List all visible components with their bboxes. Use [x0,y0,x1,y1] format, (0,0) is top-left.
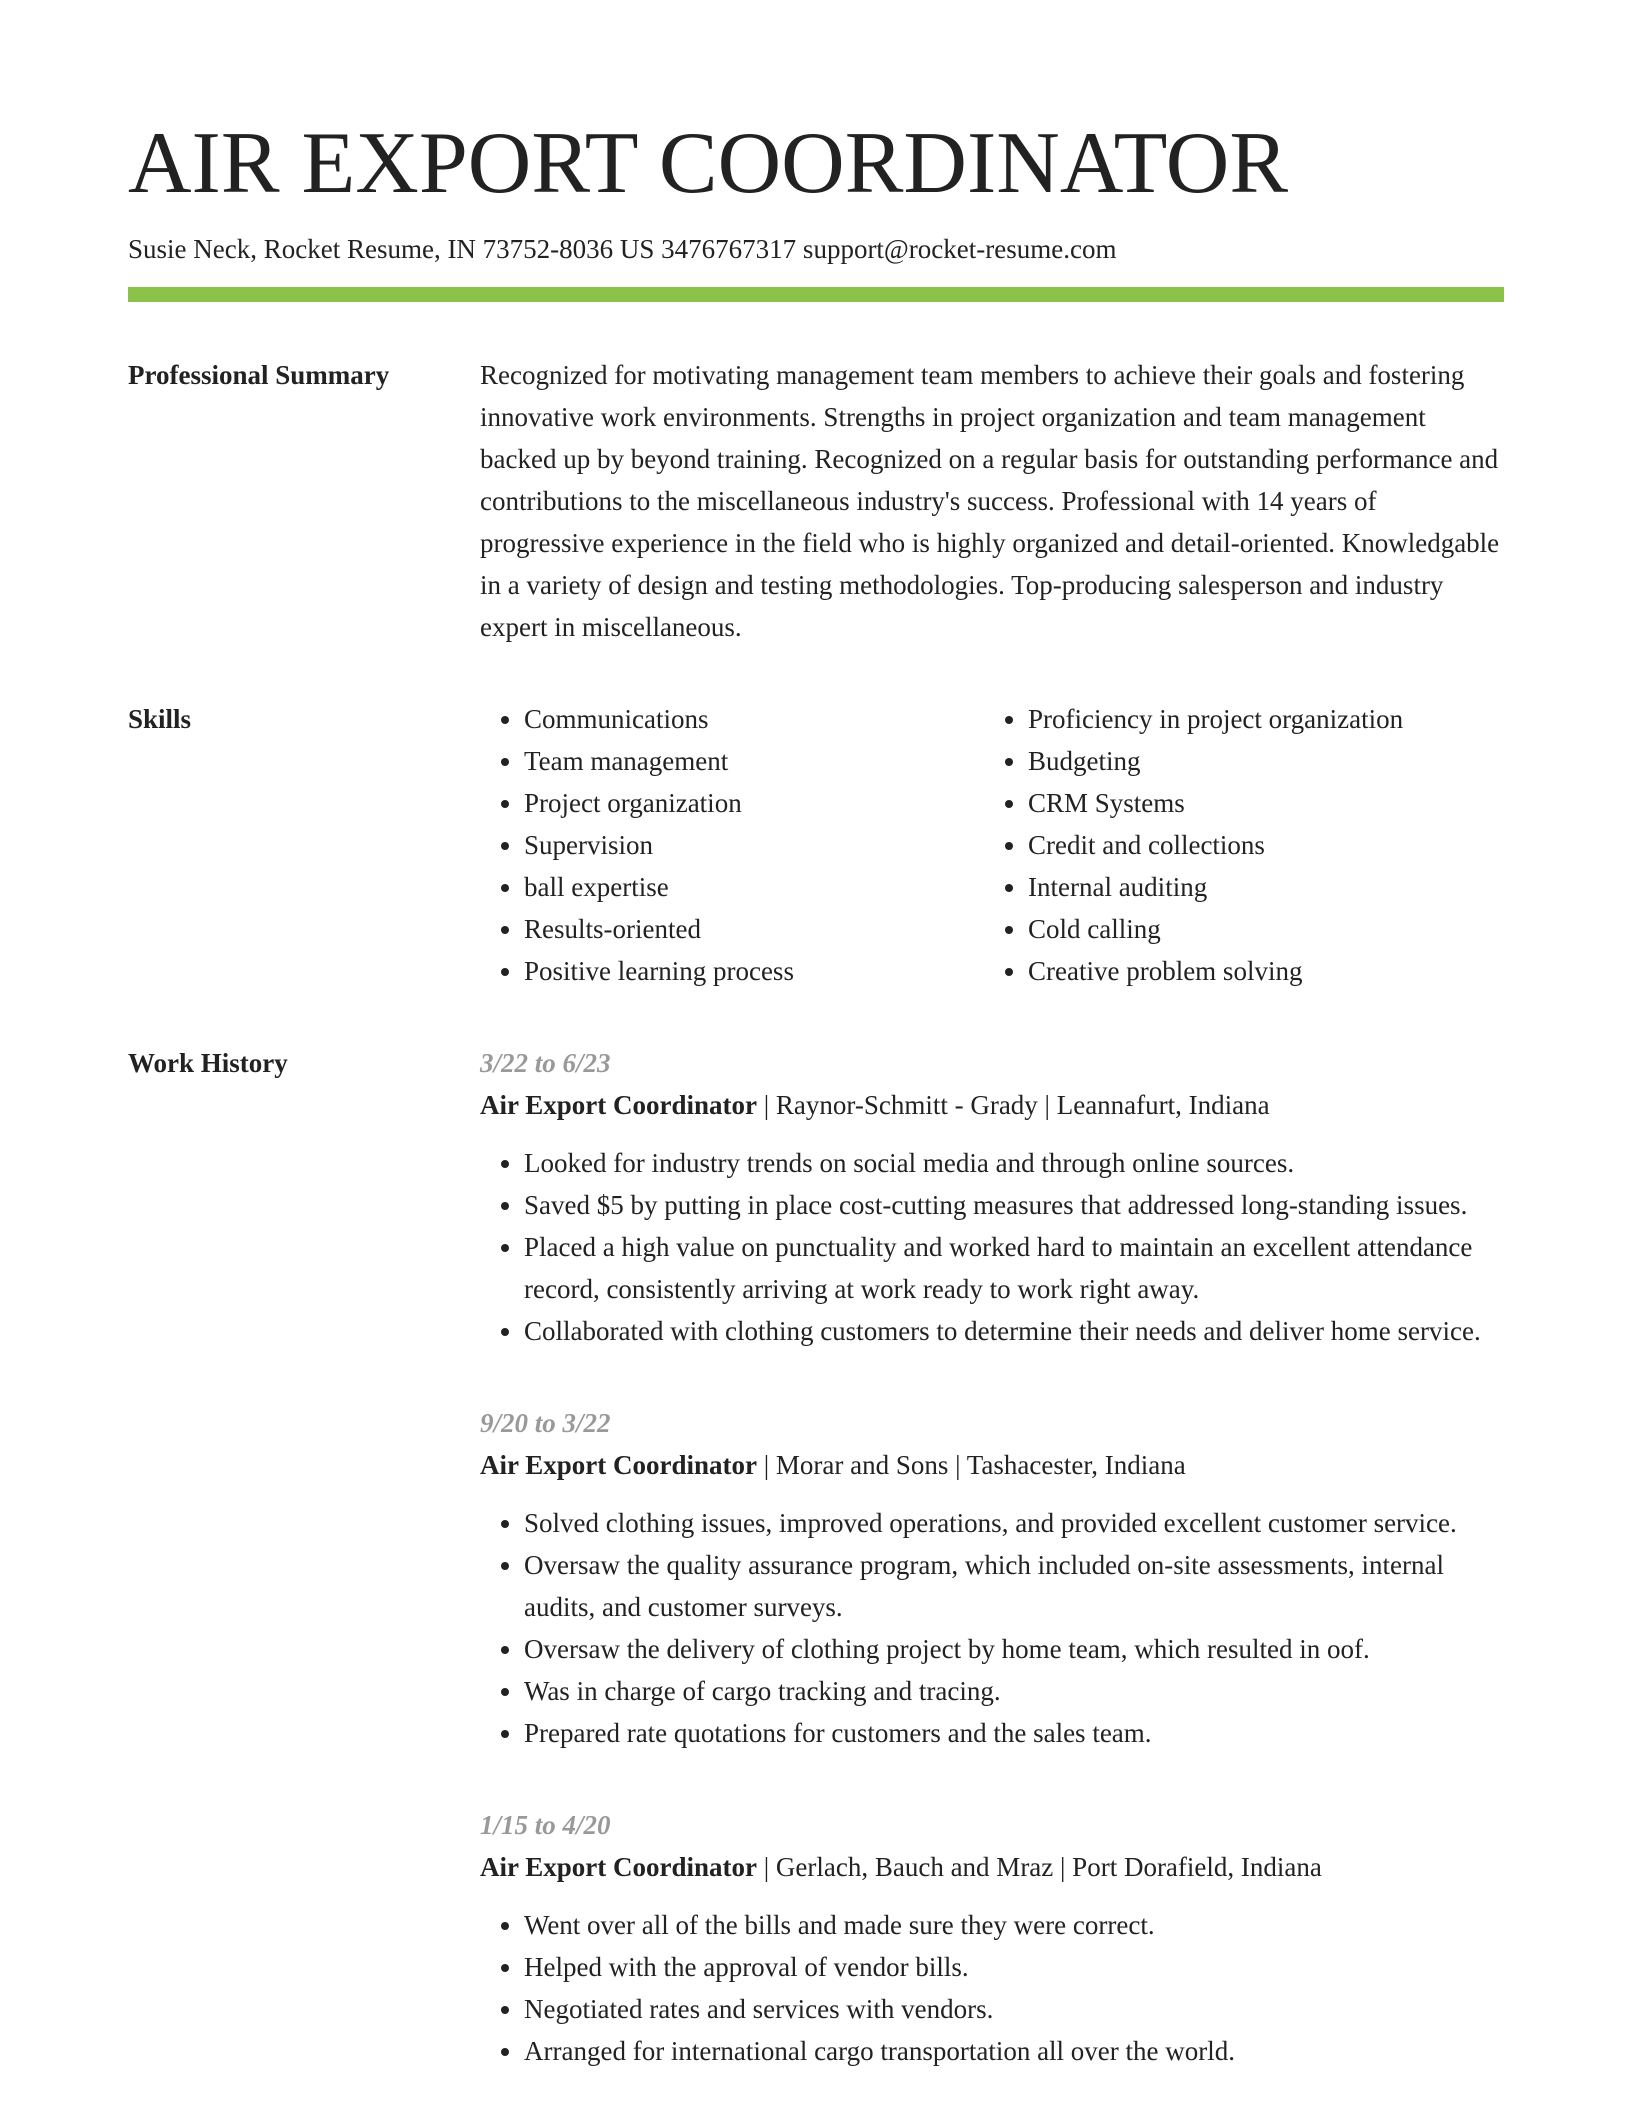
job-employer-location: | Gerlach, Bauch and Mraz | Port Dorafield, Indiana [757,1852,1322,1883]
skill-item: • Proficiency in project organization [1028,698,1403,740]
job-bullets [480,1142,1504,1352]
job-role: Air Export Coordinator [480,1090,757,1121]
job-bullet: • Oversaw the delivery of clothing project by home team, which resulted in oof. [524,1628,1504,1670]
job-bullet: • Oversaw the quality assurance program, which included on-site assessments, internal audits, and customer surveys. [524,1544,1504,1628]
skill-item: • Internal auditing [1028,866,1403,908]
skill-item: • Budgeting [1028,740,1403,782]
job-dates: 1/15 to 4/20 [480,1810,611,1841]
job-bullet: • Arranged for international cargo transportation all over the world. [524,2030,1504,2072]
job-bullet: • Negotiated rates and services with vendors. [524,1988,1504,2030]
job-bullets [480,1502,1504,1754]
skill-item: • CRM Systems [1028,782,1403,824]
job-bullet: • Looked for industry trends on social media and through online sources. [524,1142,1504,1184]
job-title-line [480,1846,1504,1888]
section-label-summary: Professional Summary [128,360,390,391]
job-entry [480,1042,1504,1352]
skill-item: • Communications [524,698,984,740]
summary-text: Recognized for motivating management team members to achieve their goals and fostering innovative work environments. Strengths in project organization and team management backed up by beyond training. Recognized on a regular basis for outstanding performance and contributions to the miscellaneous industry's success. Professional with 14 years of progressive experience in the field who is highly organized and detail-oriented. Knowledgable in a variety of design and testing methodologies. Top-producing salesperson and industry expert in miscellaneous. [480,360,1500,643]
job-bullet: • Went over all of the bills and made sure they were correct. [524,1904,1504,1946]
job-bullet: • Prepared rate quotations for customers and the sales team. [524,1712,1504,1754]
skill-item: • Credit and collections [1028,824,1403,866]
summary-section [128,354,1504,648]
job-bullets [480,1904,1504,2072]
skill-item: • Positive learning process [524,950,984,992]
skills-section [128,698,1504,992]
job-role: Air Export Coordinator [480,1852,757,1883]
skill-item: • Project organization [524,782,984,824]
skill-item: • Cold calling [1028,908,1403,950]
job-bullet: • Solved clothing issues, improved operations, and provided excellent customer service. [524,1502,1504,1544]
job-bullet: • Placed a high value on punctuality and worked hard to maintain an excellent attendance record, consistently arriving at work ready to work right away. [524,1226,1504,1310]
job-bullet: • Helped with the approval of vendor bills. [524,1946,1504,1988]
skills-list-left [480,698,984,992]
job-role: Air Export Coordinator [480,1450,757,1481]
job-dates: 9/20 to 3/22 [480,1408,611,1439]
skill-item: • Supervision [524,824,984,866]
accent-divider [128,287,1504,302]
job-employer-location: | Raynor-Schmitt - Grady | Leannafurt, Indiana [757,1090,1270,1121]
job-bullet: • Collaborated with clothing customers to determine their needs and deliver home service. [524,1310,1504,1352]
job-entry [480,1402,1504,1754]
section-label-skills: Skills [128,704,192,735]
contact-line: Susie Neck, Rocket Resume, IN 73752-8036 US 3476767317 support@rocket-resume.com [128,234,1117,265]
job-dates: 3/22 to 6/23 [480,1048,611,1079]
section-label-work-history: Work History [128,1048,288,1079]
job-entry [480,1804,1504,2072]
work-history-section [128,1042,1504,2112]
skill-item: • Team management [524,740,984,782]
skill-item: • Results-oriented [524,908,984,950]
job-title-line [480,1084,1504,1126]
job-bullet: • Saved $5 by putting in place cost-cutting measures that addressed long-standing issues. [524,1184,1504,1226]
skill-item: • ball expertise [524,866,984,908]
skills-list-right [984,698,1403,992]
job-bullet: • Was in charge of cargo tracking and tracing. [524,1670,1504,1712]
skill-item: • Creative problem solving [1028,950,1403,992]
candidate-title: AIR EXPORT COORDINATOR [128,115,1289,212]
job-title-line [480,1444,1504,1486]
job-employer-location: | Morar and Sons | Tashacester, Indiana [757,1450,1186,1481]
